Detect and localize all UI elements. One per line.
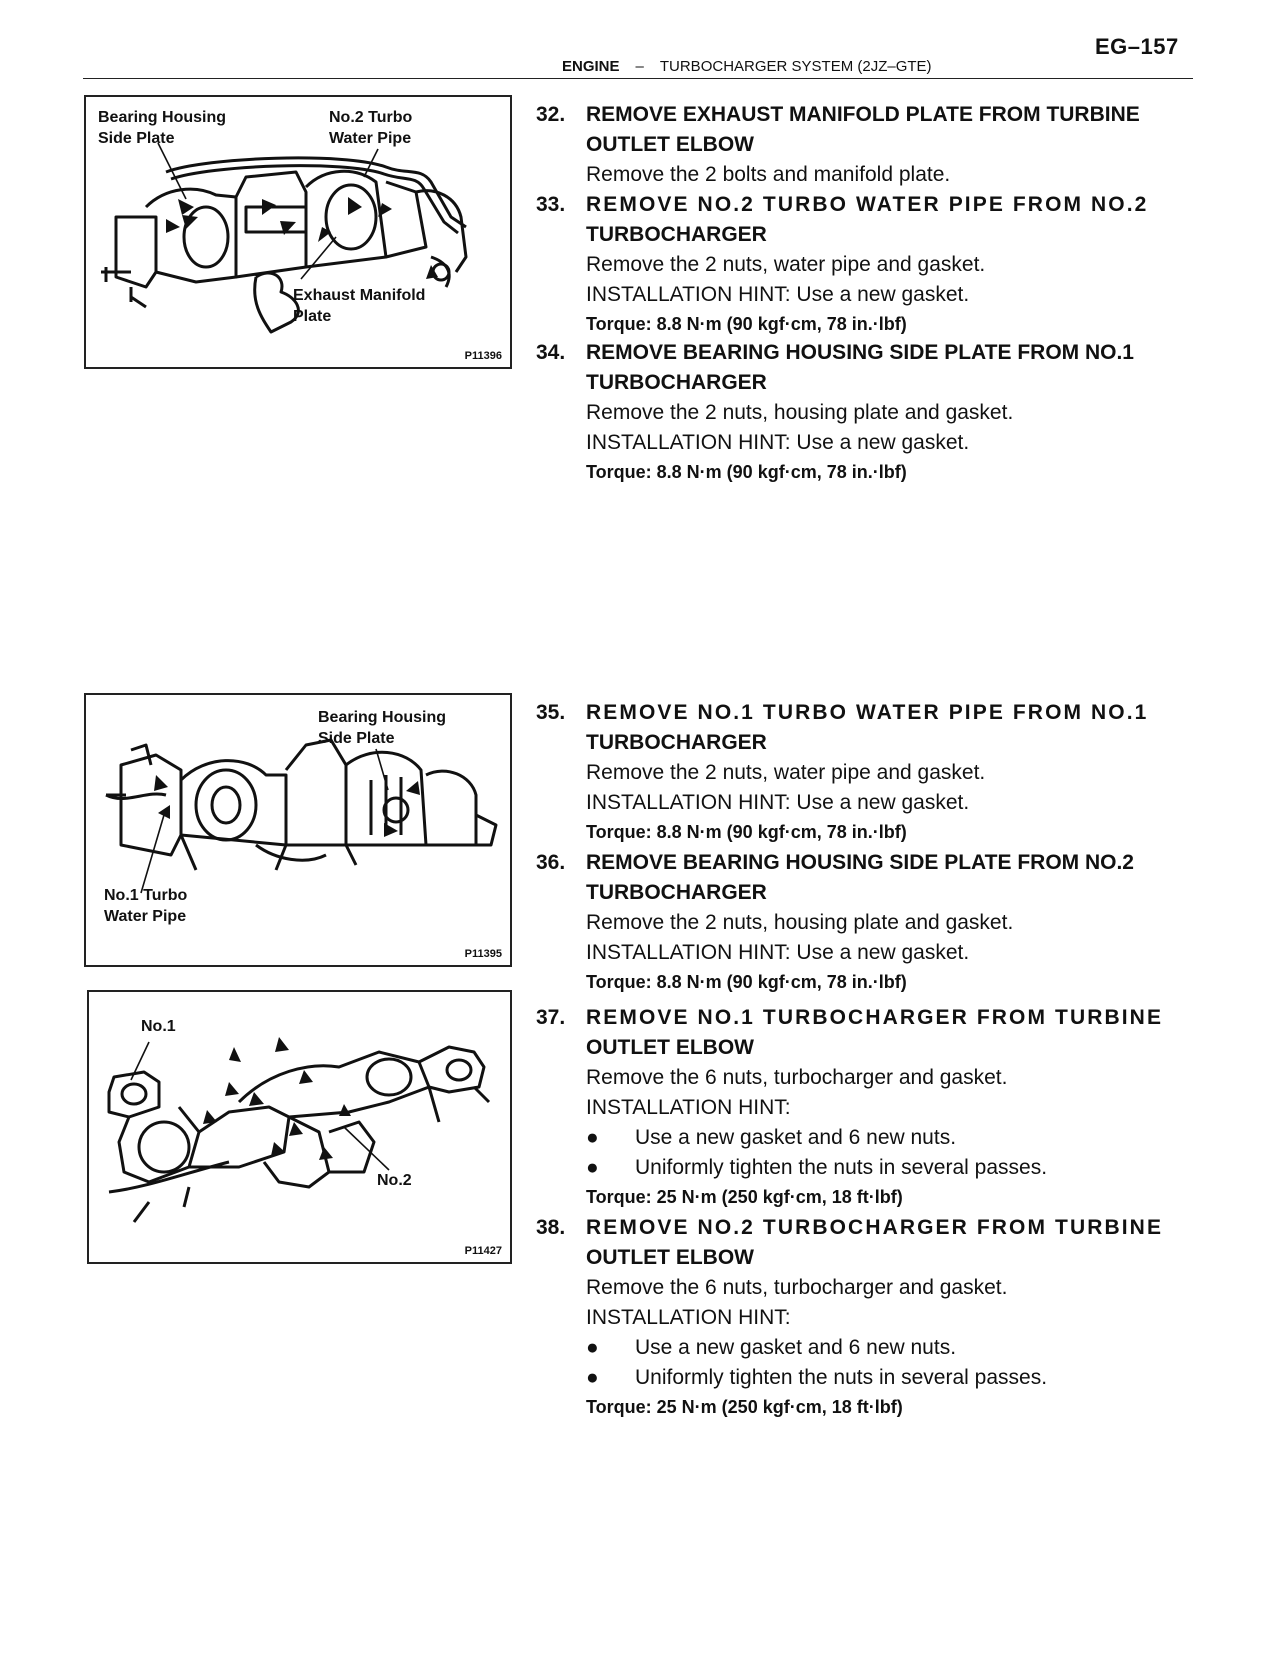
step-body: INSTALLATION HINT: [586,1306,791,1329]
step-body: Remove the 2 bolts and manifold plate. [586,163,951,186]
torque-spec: Torque: 25 N·m (250 kgf·cm, 18 ft·lbf) [586,1397,903,1417]
bullet-item [586,1333,1206,1363]
step-title: REMOVE NO.1 TURBO WATER PIPE FROM NO.1 [586,701,1149,724]
step-number: 35. [536,701,566,724]
bullet-dot-icon: ● [586,1126,599,1149]
figure-label-bearing-housing-side-plate: Bearing Housing Side Plate [98,109,227,147]
step-title: REMOVE EXHAUST MANIFOLD PLATE FROM TURBINE [586,103,1140,126]
step-body: INSTALLATION HINT: Use a new gasket. [586,791,970,814]
step-body: Remove the 2 nuts, housing plate and gasket. [586,911,1014,934]
header-rule [83,78,1193,79]
torque-spec: Torque: 8.8 N·m (90 kgf·cm, 78 in.·lbf) [586,314,907,334]
figure-code: P11427 [464,1245,502,1257]
step-body: INSTALLATION HINT: Use a new gasket. [586,941,970,964]
bullet-text: Uniformly tighten the nuts in several passes. [635,1156,1048,1179]
step-body: INSTALLATION HINT: Use a new gasket. [586,431,970,454]
step-title: REMOVE NO.2 TURBO WATER PIPE FROM NO.2 [586,193,1149,216]
step-title: TURBOCHARGER [586,881,767,904]
step-number: 38. [536,1216,566,1239]
step-number: 32. [536,103,566,126]
bullet-text: Uniformly tighten the nuts in several passes. [635,1366,1048,1389]
step-title: OUTLET ELBOW [586,133,754,156]
figure-label-no2-turbo-water-pipe: No.2 Turbo Water Pipe [329,109,413,147]
step-37 [536,1003,1206,1211]
step-title: TURBOCHARGER [586,731,767,754]
figure-turbochargers [87,990,512,1264]
step-body: Remove the 6 nuts, turbocharger and gasket. [586,1066,1008,1089]
header-dash: – [635,58,644,75]
step-35 [536,698,1206,846]
bullet-text: Use a new gasket and 6 new nuts. [635,1126,957,1149]
step-title: REMOVE NO.2 TURBOCHARGER FROM TURBINE [586,1216,1164,1239]
step-title: TURBOCHARGER [586,223,767,246]
torque-spec: Torque: 25 N·m (250 kgf·cm, 18 ft·lbf) [586,1187,903,1207]
step-number: 37. [536,1006,566,1029]
step-number: 33. [536,193,566,216]
bullet-item [586,1363,1206,1393]
step-title: OUTLET ELBOW [586,1246,754,1269]
step-34 [536,338,1206,486]
step-body: Remove the 2 nuts, water pipe and gasket. [586,761,986,784]
subsection-name: TURBOCHARGER SYSTEM (2JZ–GTE) [659,58,932,75]
step-33 [536,190,1206,338]
step-body: Remove the 6 nuts, turbocharger and gasket. [586,1276,1008,1299]
torque-spec: Torque: 8.8 N·m (90 kgf·cm, 78 in.·lbf) [586,822,907,842]
figure-label-no1-turbo-water-pipe: No.1 Turbo Water Pipe [104,887,188,925]
figure-code: P11396 [464,350,502,362]
torque-spec: Torque: 8.8 N·m (90 kgf·cm, 78 in.·lbf) [586,462,907,482]
step-number: 34. [536,341,566,364]
step-title: REMOVE NO.1 TURBOCHARGER FROM TURBINE [586,1006,1164,1029]
step-title: REMOVE BEARING HOUSING SIDE PLATE FROM NO.1 [586,341,1134,364]
bullet-item [586,1153,1206,1183]
step-body: INSTALLATION HINT: [586,1096,791,1119]
step-number: 36. [536,851,566,874]
section-name: ENGINE [562,58,620,75]
step-body: Remove the 2 nuts, water pipe and gasket. [586,253,986,276]
bullet-item [586,1123,1206,1153]
step-36 [536,848,1206,996]
figure-label-exhaust-manifold-plate: Exhaust Manifold Plate [293,287,426,325]
running-header [562,58,932,75]
step-title: TURBOCHARGER [586,371,767,394]
figure-label-no1: No.1 [141,1018,176,1035]
step-title: REMOVE BEARING HOUSING SIDE PLATE FROM NO.2 [586,851,1134,874]
step-body: Remove the 2 nuts, housing plate and gasket. [586,401,1014,424]
figure-code: P11395 [464,948,502,960]
bullet-text: Use a new gasket and 6 new nuts. [635,1336,957,1359]
torque-spec: Torque: 8.8 N·m (90 kgf·cm, 78 in.·lbf) [586,972,907,992]
figure-label-no2: No.2 [377,1172,412,1189]
figure-exhaust-manifold-plate [84,95,512,369]
bullet-dot-icon: ● [586,1366,599,1389]
step-32 [536,100,1206,190]
figure-label-bearing-housing-side-plate: Bearing Housing Side Plate [318,709,447,747]
page-number: EG–157 [1095,34,1179,59]
step-38 [536,1213,1206,1421]
step-title: OUTLET ELBOW [586,1036,754,1059]
figure-no1-turbo-water-pipe [84,693,512,967]
bullet-dot-icon: ● [586,1156,599,1179]
step-body: INSTALLATION HINT: Use a new gasket. [586,283,970,306]
bullet-dot-icon: ● [586,1336,599,1359]
